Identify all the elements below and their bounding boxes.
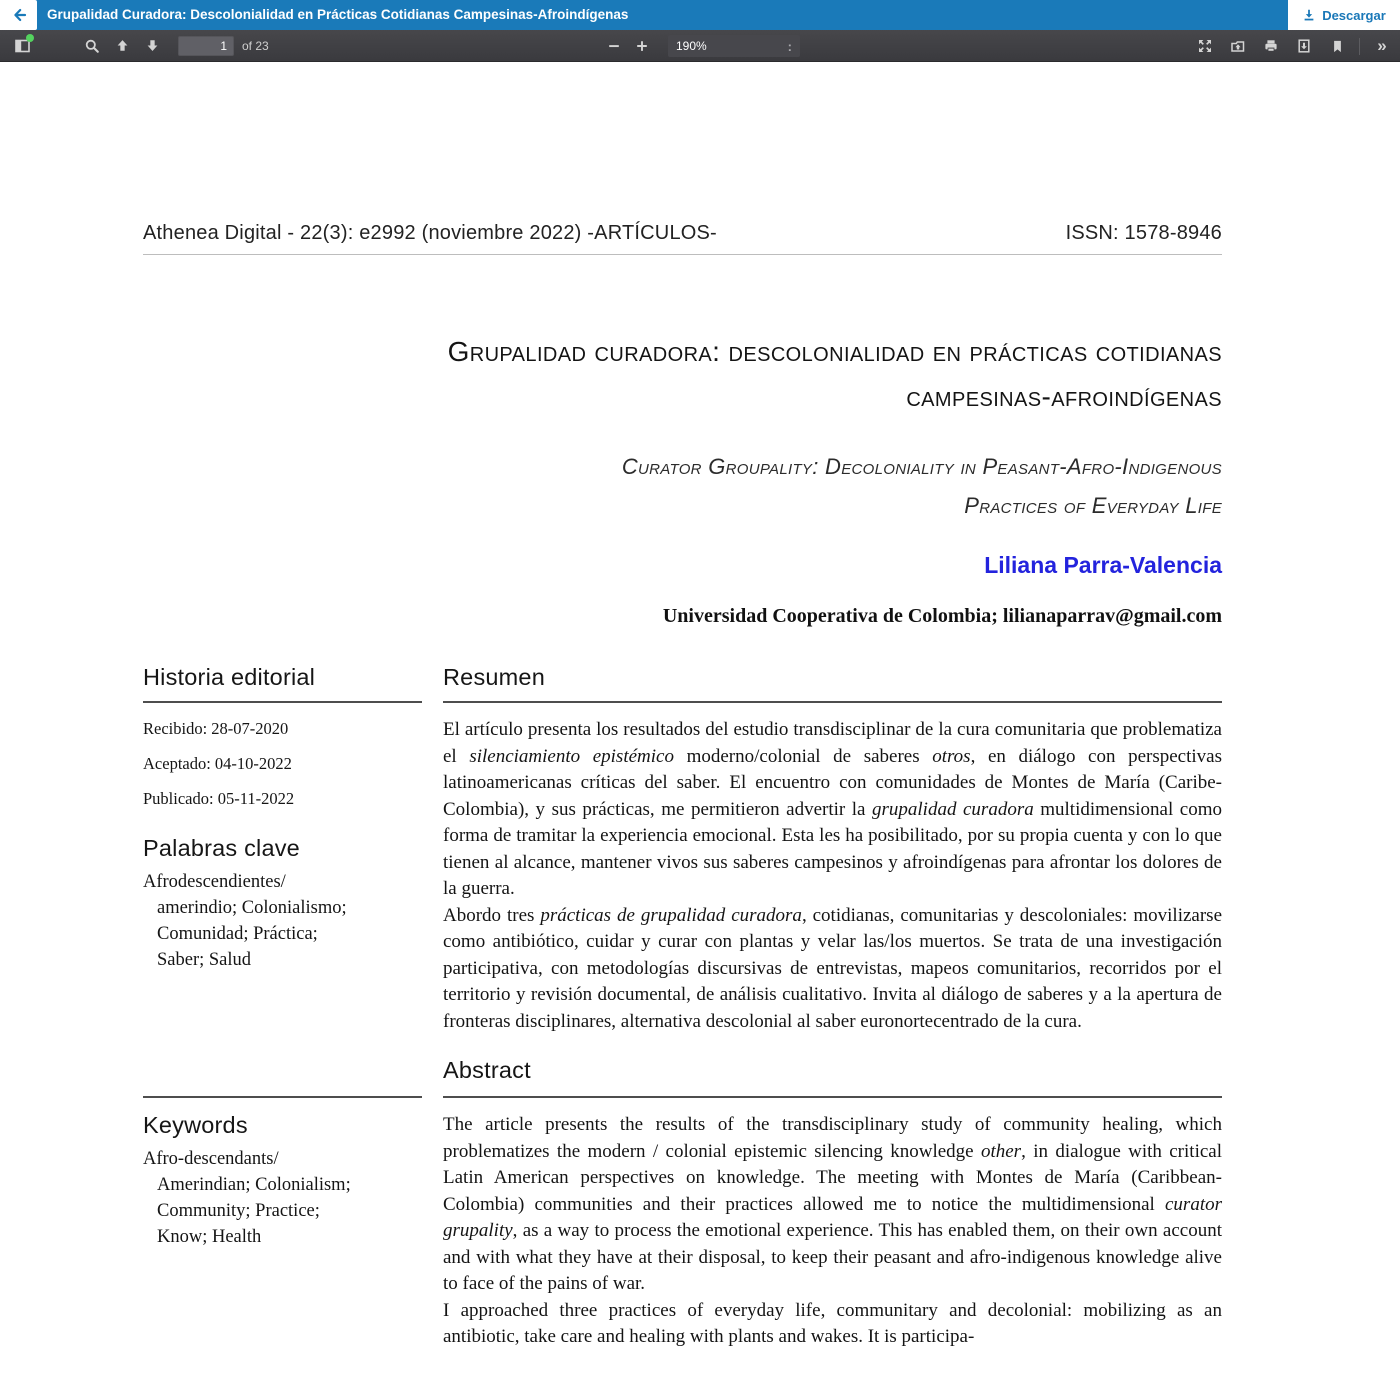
page-number-input[interactable]	[178, 36, 234, 56]
keywords-heading: Keywords	[143, 1112, 248, 1138]
keywords-list	[143, 1146, 422, 1250]
journal-issn-label: ISSN: 1578-8946	[1065, 222, 1222, 244]
palabras-line: amerindio; Colonialismo;	[157, 898, 347, 918]
next-page-button[interactable]	[138, 33, 166, 59]
browser-titlebar	[0, 0, 1400, 30]
toolbar-divider	[1359, 38, 1360, 55]
print-icon	[1263, 38, 1279, 54]
toolbar-right-group	[1191, 30, 1396, 62]
title-en-line-1: Curator Groupality: Decoloniality in Peasant-Afro-Indigenous	[621, 454, 1222, 479]
keywords-section	[143, 1096, 422, 1351]
abstract-paragraph-1: The article presents the results of the transdisciplinary study of community healing, which problematizes the modern / colonial epistemic silencing knowledge other, in dialogue with critical Latin American perspectives on knowledge. The meeting with Montes de María (Caribbean-Colombia) communities and their practices allowed me to notice the multidimensional curator grupality, as a way to process the emotional experience. This has enabled them, on their own account and with what they have at their disposal, to keep their peasant and afro-indigenous knowledge alive to face of the pains of war.	[443, 1114, 1222, 1294]
back-button[interactable]	[0, 0, 37, 30]
chevron-double-right-icon: »	[1377, 36, 1387, 55]
journal-header	[143, 222, 1222, 245]
journal-header-rule	[143, 254, 1222, 255]
print-button[interactable]	[1257, 33, 1285, 59]
zoom-level-value: 190%	[676, 39, 707, 53]
document-tab-title: Grupalidad Curadora: Descolonialidad en Prácticas Cotidianas Campesinas-Afroindígenas	[47, 7, 629, 22]
pdf-toolbar	[0, 30, 1400, 62]
minus-icon	[607, 39, 621, 53]
expand-icon	[1197, 38, 1213, 54]
search-icon	[84, 38, 100, 54]
article-title-es	[143, 329, 1222, 419]
toggle-sidebar-button[interactable]	[8, 33, 36, 59]
keywords-line: Amerindian; Colonialism;	[157, 1175, 351, 1195]
arrow-down-icon	[145, 38, 160, 53]
palabras-line: Afrodescendientes/	[143, 872, 286, 892]
current-view-bookmark-button[interactable]	[1323, 33, 1351, 59]
keywords-rule	[143, 1096, 422, 1098]
previous-page-button[interactable]	[108, 33, 136, 59]
find-button[interactable]	[78, 33, 106, 59]
keywords-line: Know; Health	[157, 1227, 262, 1247]
arrow-up-icon	[115, 38, 130, 53]
toolbar-zoom-group	[600, 30, 800, 62]
abstract-rule	[443, 1096, 1222, 1098]
article-page-1	[0, 62, 1222, 1351]
pdf-page	[0, 62, 1400, 1351]
open-file-button[interactable]	[1224, 33, 1252, 59]
resumen-paragraph-2: Abordo tres prácticas de grupalidad curadora, cotidianas, comunitarias y descoloniales: movilizarse como antibiótico, cuidar y curar con plantas y velar las/los muertos. Se trata de una investigación participativa, con metodologías discursivas de entrevistas, mapeos comunitarios, recorridos por el territorio y revisión documental, de análisis cualitativo. Invita al diálogo de saberes y a la apertura de fronteras disciplinares, alternativa descolonial al saber euronortecentrado de la cura.	[443, 904, 1222, 1032]
palabras-clave-heading: Palabras clave	[143, 835, 300, 861]
arrow-left-icon	[11, 7, 27, 23]
title-es-line-2: campesinas-afroindígenas	[906, 381, 1222, 412]
accepted-date: Aceptado: 04-10-2022	[143, 754, 292, 773]
abstract-section	[443, 1096, 1222, 1351]
sidebar-notification-dot	[26, 34, 34, 42]
keywords-line: Afro-descendants/	[143, 1149, 279, 1169]
editorial-history-dates	[143, 719, 422, 809]
article-title-en	[143, 447, 1222, 525]
author-name: Liliana Parra-Valencia	[984, 552, 1222, 578]
more-tools-button[interactable]	[1368, 33, 1396, 59]
resumen-heading: Resumen	[443, 664, 545, 690]
title-es-line-1: Grupalidad curadora: descolonialidad en prácticas cotidianas	[447, 336, 1222, 367]
resumen-rule	[443, 701, 1222, 703]
editorial-history-rule	[143, 701, 422, 703]
toolbar-left-group	[0, 33, 269, 59]
resumen-section	[443, 664, 1222, 1096]
plus-icon	[635, 39, 649, 53]
save-download-icon	[1296, 38, 1312, 54]
download-link[interactable]	[1288, 0, 1400, 30]
presentation-mode-button[interactable]	[1191, 33, 1219, 59]
abstract-heading: Abstract	[443, 1057, 531, 1083]
open-file-icon	[1230, 38, 1246, 54]
zoom-select[interactable]	[668, 35, 800, 57]
resumen-paragraph-1: El artículo presenta los resultados del estudio transdisciplinar de la cura comunitaria que problematiza el silenciamiento epistémico moderno/colonial de saberes otros, en diálogo con perspectivas latinoamericanas críticas del saber. El encuentro con comunidades de Montes de María (Caribe-Colombia), y sus prácticas, me permitieron advertir la grupalidad curadora multidimensional como forma de tramitar la experiencia emocional. Esta les ha posibilitado, por su propia cuenta y con lo que tienen al alcance, mantener vivos sus saberes campesinos y afroindígenas para afrontar los dolores de la guerra.	[443, 719, 1222, 899]
journal-issue-label: Athenea Digital - 22(3): e2992 (noviembre 2022) -ARTÍCULOS-	[143, 222, 717, 244]
author-affiliation: Universidad Cooperativa de Colombia; lilianaparrav@gmail.com	[662, 605, 1222, 627]
zoom-in-button[interactable]	[628, 33, 656, 59]
editorial-history-heading: Historia editorial	[143, 664, 316, 690]
bookmark-icon	[1330, 39, 1345, 54]
download-label: Descargar	[1322, 7, 1386, 23]
received-date: Recibido: 28-07-2020	[143, 719, 289, 738]
palabras-clave-list	[143, 869, 422, 973]
abstract-paragraph-2: I approached three practices of everyday life, communitary and decolonial: mobilizing as an antibiotic, take care and healing with plants and wakes. It is participa-	[443, 1299, 1222, 1347]
palabras-line: Saber; Salud	[157, 950, 252, 970]
title-en-line-2: Practices of Everyday Life	[964, 493, 1222, 518]
keywords-line: Community; Practice;	[157, 1201, 320, 1221]
save-document-button[interactable]	[1290, 33, 1318, 59]
dropdown-caret-icon: :	[787, 38, 792, 54]
published-date: Publicado: 05-11-2022	[143, 789, 295, 808]
page-count-label: of 23	[242, 38, 269, 53]
zoom-out-button[interactable]	[600, 33, 628, 59]
editorial-history-section	[143, 664, 422, 1096]
download-icon	[1302, 8, 1316, 22]
palabras-line: Comunidad; Práctica;	[157, 924, 318, 944]
two-column-block	[143, 664, 1222, 1351]
